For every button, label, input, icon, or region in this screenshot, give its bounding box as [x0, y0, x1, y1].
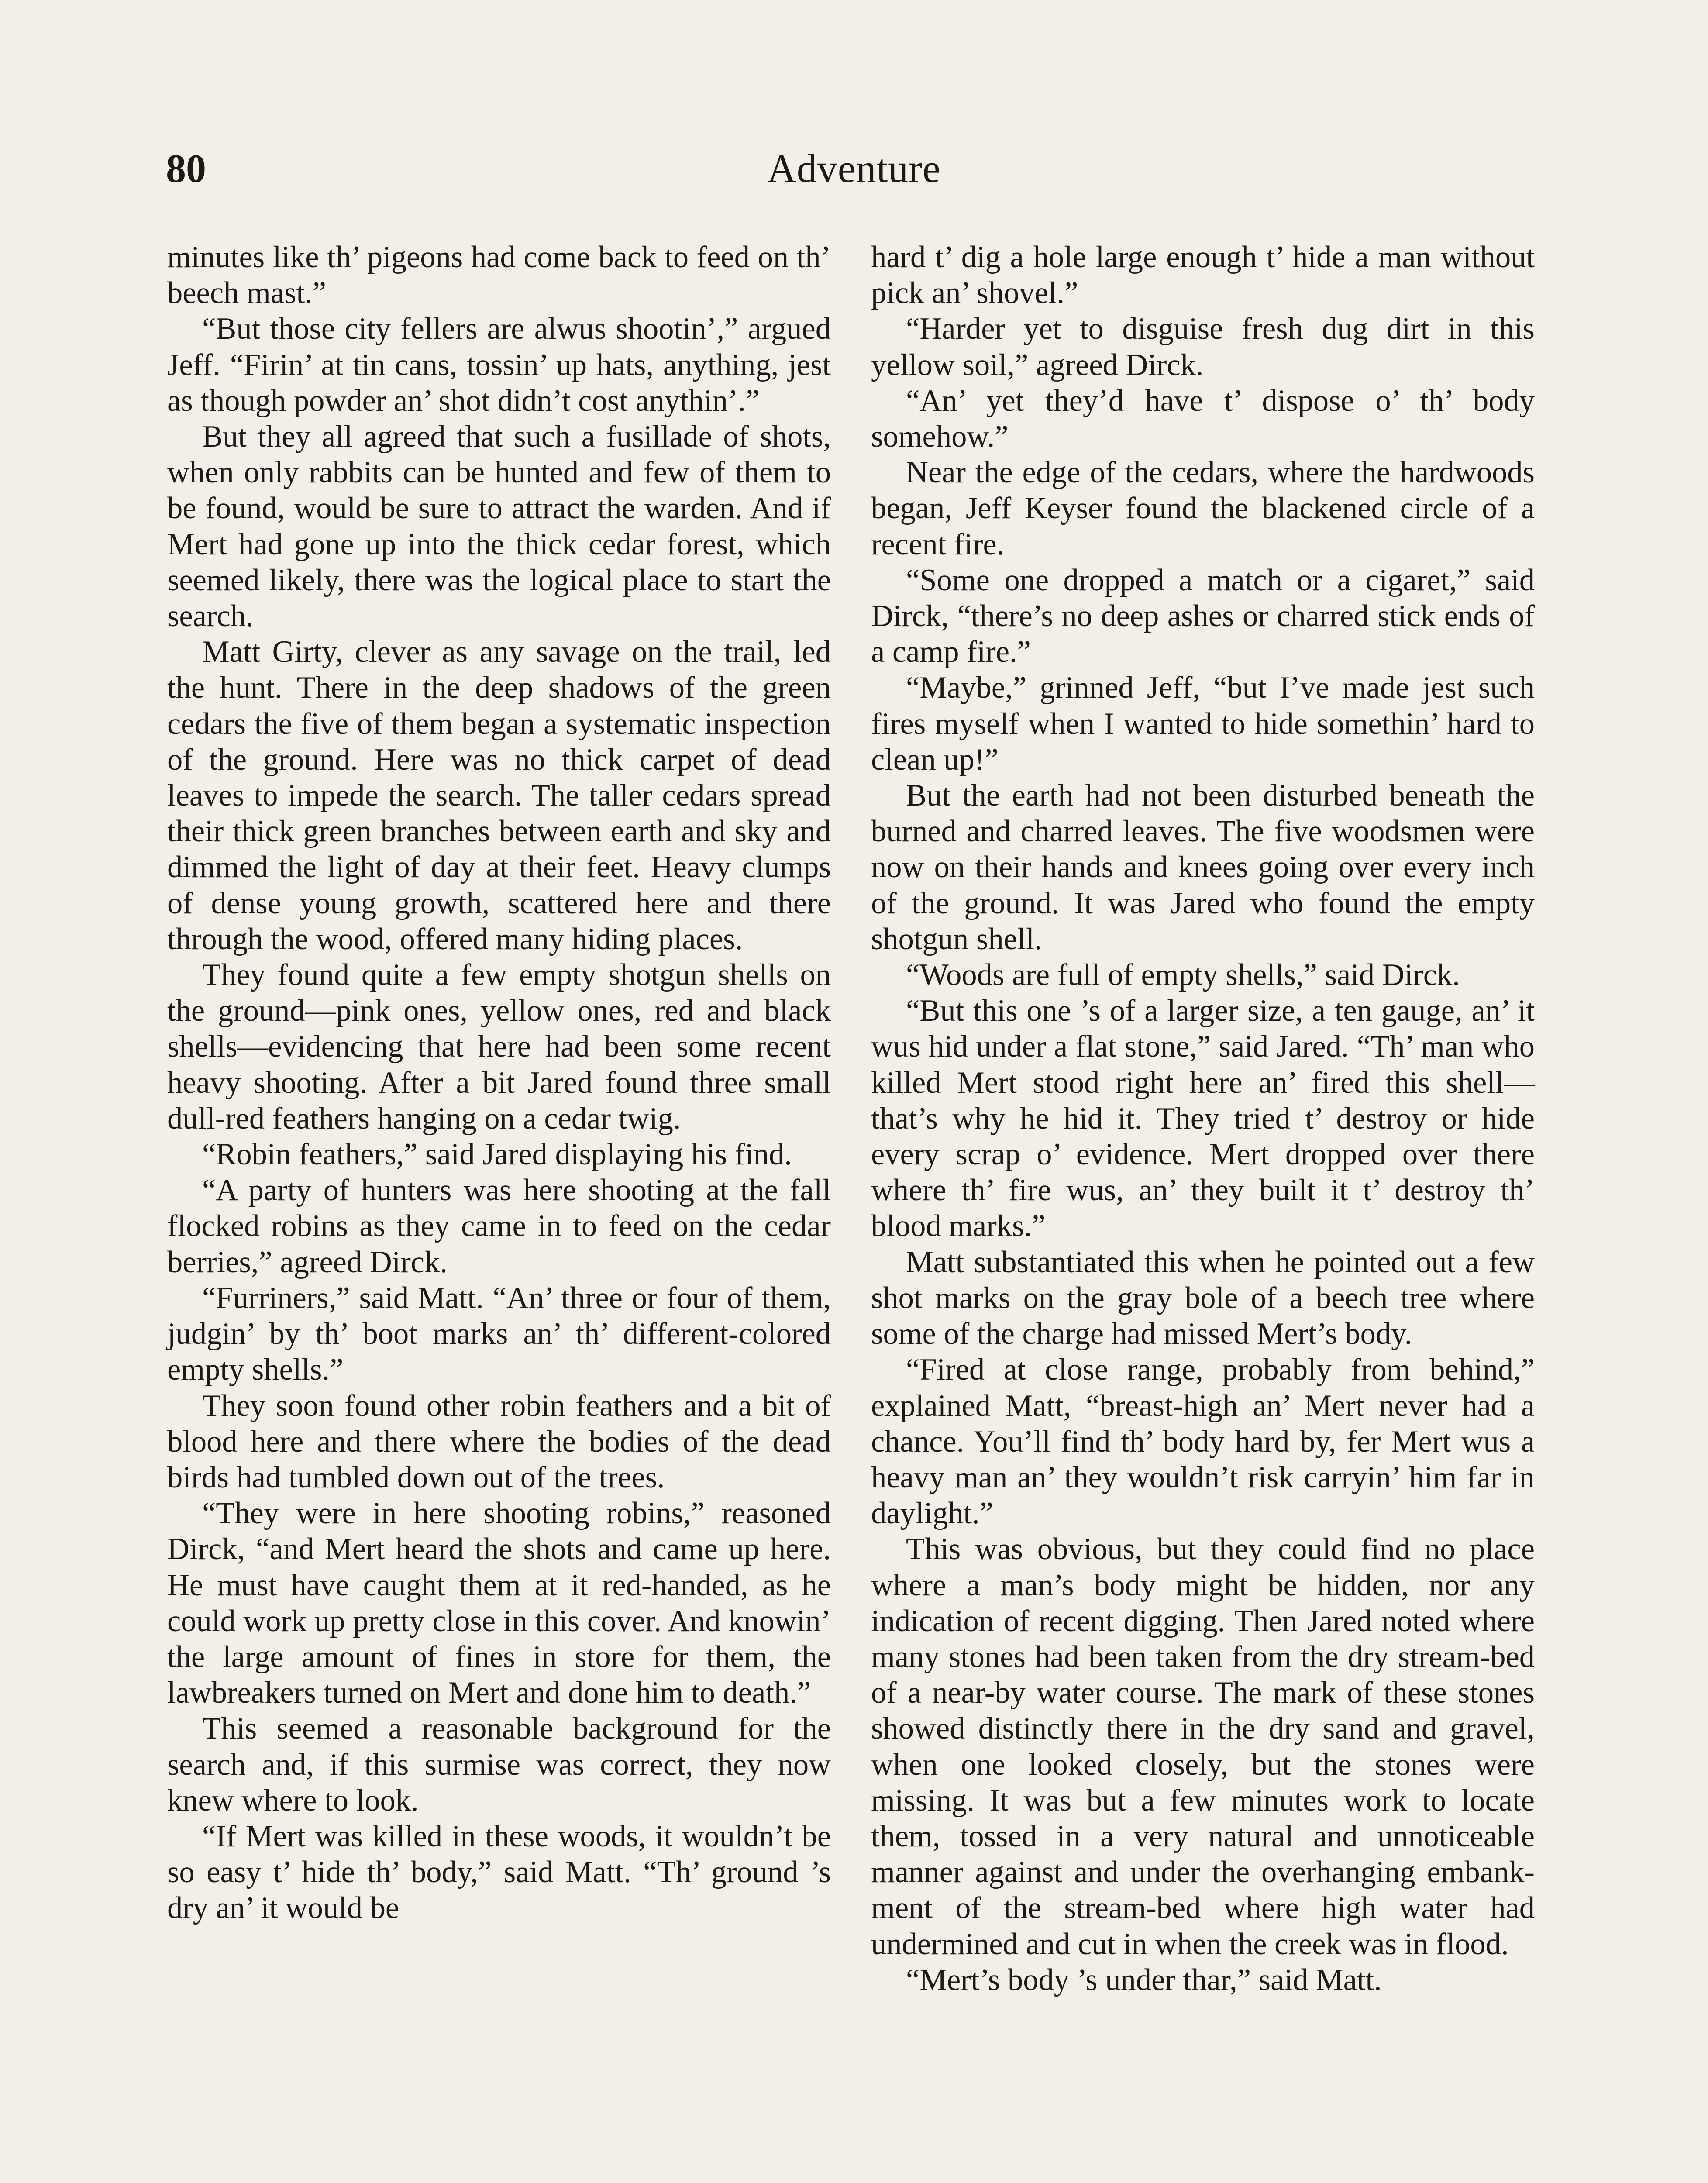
running-title: Adventure — [767, 146, 941, 191]
page-number: 80 — [166, 146, 206, 191]
paragraph: “They were in here shooting robins,” reasoned Dirck, “and Mert heard the shots and came up here. He must have caught them at it red-handed, as he could work up pretty close in this cover. And knowin’ the large amount of fines in store for them, the lawbreakers turned on Mert and done him to death.” — [167, 1496, 831, 1710]
paragraph: Matt substantiated this when he pointed out a few shot marks on the gray bole of a beech tree where some of the charge had missed Mert’s body. — [871, 1245, 1535, 1351]
paragraph: “Maybe,” grinned Jeff, “but I’ve made jest such fires myself when I wanted to hide somethin’ hard to clean up!” — [871, 671, 1535, 777]
paragraph: But they all agreed that such a fusillade of shots, when only rabbits can be hunted and few of them to be found, would be sure to attract the warden. And if Mert had gone up into the thick cedar forest, which seemed likely, there was the logical place to start the search. — [167, 420, 831, 634]
paragraph: “An’ yet they’d have t’ dispose o’ th’ body somehow.” — [871, 383, 1535, 454]
paragraph: “If Mert was killed in these woods, it wouldn’t be so easy t’ hide th’ body,” said Matt. “Th’ ground ’s dry an’ it would be — [167, 1819, 831, 1925]
paragraph: “But this one ’s of a larger size, a ten gauge, an’ it wus hid under a flat stone,” said Jared. “Th’ man who killed Mert stood right here an’ fired this shell—that’s why he hid it. They tried t’ destroy or hide every scrap o’ evidence. Mert dropped over there where th’ fire wus, an’ they built it t’ destroy th’ blood marks.” — [871, 994, 1535, 1243]
left-text-column — [167, 239, 831, 1926]
paragraph: “Some one dropped a match or a cigaret,” said Dirck, “there’s no deep ashes or charred stick ends of a camp fire.” — [871, 563, 1535, 669]
paragraph: Matt Girty, clever as any savage on the trail, led the hunt. There in the deep shadows of the green cedars the five of them began a systematic inspection of the ground. Here was no thick carpet of dead leaves to impede the search. The taller cedars spread their thick green branches between earth and sky and dimmed the light of day at their feet. Heavy clumps of dense young growth, scattered here and there through the wood, offered many hiding places. — [167, 635, 831, 956]
paragraph: “Mert’s body ’s under thar,” said Matt. — [906, 1963, 1382, 1997]
paragraph: “Fired at close range, probably from behind,” explained Matt, “breast-high an’ Mert never had a chance. You’ll find th’ body hard by, fer Mert wus a heavy man an’ they wouldn’t risk carryin’ him far in daylight.” — [871, 1353, 1535, 1531]
paragraph: “Harder yet to disguise fresh dug dirt in this yellow soil,” agreed Dirck. — [871, 312, 1535, 382]
paragraph: “But those city fellers are alwus shootin’,” argued Jeff. “Firin’ at tin cans, tossin’ up hats, anything, jest as though powder an’ shot didn’t cost anythin’.” — [167, 312, 831, 418]
paragraph: minutes like th’ pigeons had come back to feed on th’ beech mast.” — [167, 240, 831, 310]
paragraph: “Woods are full of empty shells,” said Dirck. — [906, 958, 1460, 992]
paragraph: Near the edge of the cedars, where the hardwoods began, Jeff Keyser found the blackened circle of a recent fire. — [871, 455, 1535, 561]
paragraph: This was obvious, but they could find no place where a man’s body might be hidden, nor any indication of recent digging. Then Jared noted where many stones had been taken from the dry stream-bed of a near-by water course. The mark of these stones showed distinctly there in the dry sand and gravel, when one looked closely, but the stones were missing. It was but a few minutes work to locate them, tossed in a very natural and unnoticeable manner against and under the overhanging embankment of the stream-bed where high water had undermined and cut in when the creek was in flood. — [871, 1532, 1535, 1961]
paragraph: “Furriners,” said Matt. “An’ three or four of them, judgin’ by th’ boot marks an’ th’ different-colored empty shells.” — [167, 1281, 831, 1387]
paragraph: “A party of hunters was here shooting at the fall flocked robins as they came in to feed on the cedar berries,” agreed Dirck. — [167, 1173, 831, 1279]
paragraph: They soon found other robin feathers and a bit of blood here and there where the bodies of the dead birds had tumbled down out of the trees. — [167, 1388, 831, 1494]
paragraph: “Robin feathers,” said Jared displaying his find. — [202, 1137, 792, 1172]
paragraph: But the earth had not been disturbed beneath the burned and charred leaves. The five woodsmen were now on their hands and knees going over every inch of the ground. It was Jared who found the empty shotgun shell. — [871, 778, 1535, 956]
paragraph: This seemed a reasonable background for the search and, if this surmise was correct, they now knew where to look. — [167, 1711, 831, 1818]
right-text-column — [871, 239, 1535, 1998]
paragraph: hard t’ dig a hole large enough t’ hide a man without pick an’ shovel.” — [871, 240, 1535, 310]
paragraph: They found quite a few empty shotgun shells on the ground—pink ones, yellow ones, red and black shells—evidencing that here had been some recent heavy shooting. After a bit Jared found three small dull-red feathers hanging on a cedar twig. — [167, 958, 831, 1136]
